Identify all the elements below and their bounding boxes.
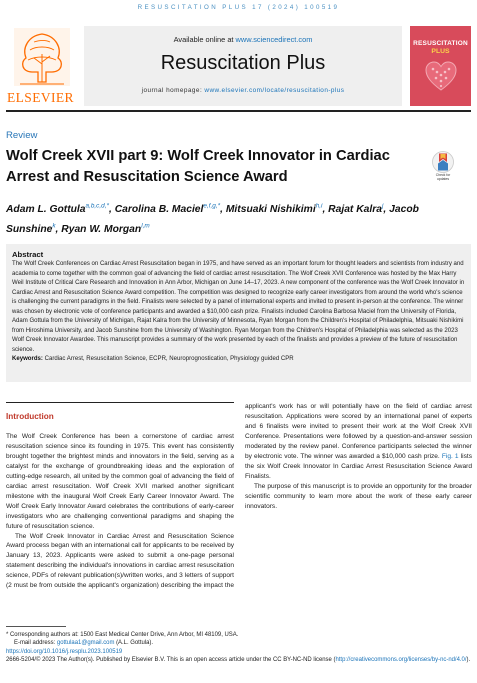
- crossmark-label-line1: Check for: [435, 173, 451, 177]
- sciencedirect-link[interactable]: www.sciencedirect.com: [235, 35, 313, 44]
- article-title: Wolf Creek XVII part 9: Wolf Creek Innovator in Cardiac Arrest and Resuscitation Science Award: [6, 148, 390, 185]
- author-name: Jacob Sunshine: [6, 204, 419, 236]
- crossmark-label: [426, 173, 460, 181]
- author-name: Adam L. Gottula: [6, 204, 86, 216]
- keywords-list: Cardiac Arrest, Resuscitation Science, ECPR, Neuroprognostication, Physiology guided CPR: [44, 356, 294, 363]
- author-4: Rajat Kalra$^j$,: [328, 203, 390, 216]
- author-1: Adam L. Gottula$^{a,b,c,d,*}$,: [6, 203, 115, 216]
- journal-homepage-line: [84, 87, 402, 94]
- journal-masthead: [6, 26, 471, 106]
- section-divider: [6, 402, 234, 403]
- journal-homepage-link[interactable]: www.elsevier.com/locate/resuscitation-plus: [204, 87, 345, 94]
- author-affiliation[interactable]: a,b,c,d,*: [85, 203, 109, 210]
- running-head: RESUSCITATION PLUS 17 (2024) 100519: [137, 4, 340, 11]
- abstract-box: [6, 244, 471, 382]
- publisher-name: ELSEVIER: [7, 90, 74, 105]
- body-column-left: [6, 402, 234, 591]
- crossmark-label-line2: updates: [436, 177, 450, 181]
- author-list: [6, 199, 472, 239]
- author-affiliation[interactable]: e,f,g,*: [203, 203, 221, 210]
- abstract-heading: Abstract: [12, 250, 44, 259]
- homepage-prefix: journal homepage:: [141, 87, 205, 94]
- figure-1-link[interactable]: Fig. 1: [441, 452, 459, 460]
- email-link[interactable]: gottulaa1@gmail.com: [56, 640, 115, 647]
- elsevier-tree-icon: [14, 28, 70, 86]
- author-name: Mitsuaki Nishikimi: [225, 204, 316, 216]
- keywords-label: Keywords:: [12, 356, 43, 363]
- heart-icon: [424, 60, 458, 94]
- footnotes: [6, 631, 472, 664]
- license-line: 2666-5204/© 2023 The Author(s). Published by Elsevier B.V. This is an open access article under the CC BY-NC-ND license (http://creativecommons.org/licenses/by-nc-nd/4.0/).: [6, 656, 471, 663]
- corresponding-author-note: * Corresponding authors at: 1500 East Medical Center Drive, Ann Arbor, MI 48109, USA.: [6, 632, 239, 638]
- available-online-line: [84, 35, 402, 44]
- author-affiliation[interactable]: l,m: [141, 222, 150, 230]
- elsevier-logo[interactable]: [6, 26, 78, 106]
- masthead-divider: [6, 110, 471, 112]
- introduction-heading: Introduction: [6, 412, 54, 421]
- journal-cover-thumbnail[interactable]: [410, 26, 471, 106]
- footnote-divider: [6, 626, 66, 627]
- intro-paragraph-3: The purpose of this manuscript is to provide an opportunity for the broader scientific community to learn more about the work of these early career innovators.: [245, 482, 472, 510]
- author-6: [61, 224, 149, 235]
- abstract-text: The Wolf Creek Conferences on Cardiac Arrest Resuscitation began in 1975, and have served as an important forum for thought leaders and scientists from industry and academia to come together with the common goal of advancing the field of cardiac arrest resuscitation. The Wolf Creek XVII Conference was hosted by the Max Harry Weil Institute of Critical Care Research and Innovation in Ann Arbor, Michigan on June 14–17, 2023. A new component of the conference was the Wolf Creek Innovator in Cardiac Arrest and Resuscitation Science Award competition. The competition was designed to recognize early career investigators from around the world who's science is challenging the current paradigms in the field. Finalists were selected by a panel of international experts and invited to present in-person at the conference. The winner was chosen by electronic vote of conference participants and awarded a $10,000 cash prize. Finalists included Carolina Barbosa Maciel from the University of Florida, Adam Gottula from the University of Michigan, Rajat Kalra from the University of Minnesota, Ryan Morgan from the Children's Hospital of Philadelphia, Mitsuaki Nishikimi from Hiroshima University, and Jacob Sunshine from the University of Washington. Ryan Morgan from the Children's Hospital of Philadelphia was selected as the 2023 Wolf Creek Innovator Awardee. This manuscript provides a summary of the work presented by each of the finalists and provides a preview of the future of resuscitation science.: [12, 261, 465, 353]
- intro-paragraph-1: The Wolf Creek Conference has been a cornerstone of cardiac arrest resuscitation science since its founding in 1975. This event has consistently brought together the brightest minds and innovators in the field, serving as a catalyst for the exchange of groundbreaking ideas and the exploration of cutting-edge research, all united by the common goal of advancing the field of cardiac arrest resuscitation. Wolf Creek XVII marked another significant milestone with the inaugural Wolf Creek Early Career Innovator Award. The Wolf Creek Early Innovator Award celebrates the contributions of early-career investigators who are challenging conventional paradigms and shaping the future of resuscitation science.: [6, 433, 234, 530]
- journal-banner: [84, 26, 402, 106]
- intro-paragraph-2-tail: lists the six Wolf Creek Innovator In Cardiac Arrest Resuscitation Science Award Finalists.: [245, 452, 472, 480]
- intro-paragraph-2-continued: [245, 402, 472, 482]
- email-line: E-mail address: gottulaa1@gmail.com (A.L. Gottula).: [14, 640, 154, 647]
- author-name: Carolina B. Maciel: [114, 204, 204, 216]
- author-5: Jacob Sunshine$^k$,: [6, 204, 419, 236]
- author-affiliation[interactable]: k: [52, 222, 56, 230]
- article-type: Review: [6, 130, 38, 141]
- intro-paragraph-2-text: applicant's work has or will potentially have on the field of cardiac arrest resuscitation. Applications were scored by an international panel of experts and 6 finalists were invited to present their work at the Wolf Creek XVII Conference. Presentations were followed by a question-and-answer session moderated by the review panel. Conference participants selected the winner by electronic vote. The winner was awarded a $10,000 cash prize.: [245, 403, 472, 460]
- cover-title: RESUSCITATION: [413, 40, 468, 47]
- intro-paragraph-2: The Wolf Creek Innovator in Cardiac Arrest and Resuscitation Science Award process began with an international call for applicants to be received by January 13, 2023. Applicants were asked to submit a one-page personal statement describing the individual's innovations in cardiac arrest resuscitation science, PDFs of relevant publication(s)/written works, and 3 letters of support (2 must be from outside the applicant's organization) describing the impact the: [6, 532, 234, 590]
- license-link[interactable]: http://creativecommons.org/licenses/by-nc-nd/4.0/: [335, 656, 467, 663]
- cover-subtitle: PLUS: [431, 48, 450, 55]
- author-name: Ryan W. Morgan: [61, 224, 142, 236]
- available-prefix: Available online at: [173, 35, 236, 44]
- keywords-line: [12, 355, 465, 365]
- doi-link[interactable]: https://doi.org/10.1016/j.resplu.2023.100519: [6, 648, 123, 655]
- author-affiliation[interactable]: j: [381, 203, 384, 210]
- author-2: Carolina B. Maciel$^{e,f,g,*}$,: [114, 203, 226, 216]
- body-column-right: [245, 402, 472, 512]
- author-name: Rajat Kalra: [328, 204, 382, 216]
- author-affiliation[interactable]: h,i: [315, 203, 323, 210]
- author-3: Mitsuaki Nishikimi$^{h,i}$,: [225, 203, 329, 216]
- journal-title: Resuscitation Plus: [160, 52, 326, 74]
